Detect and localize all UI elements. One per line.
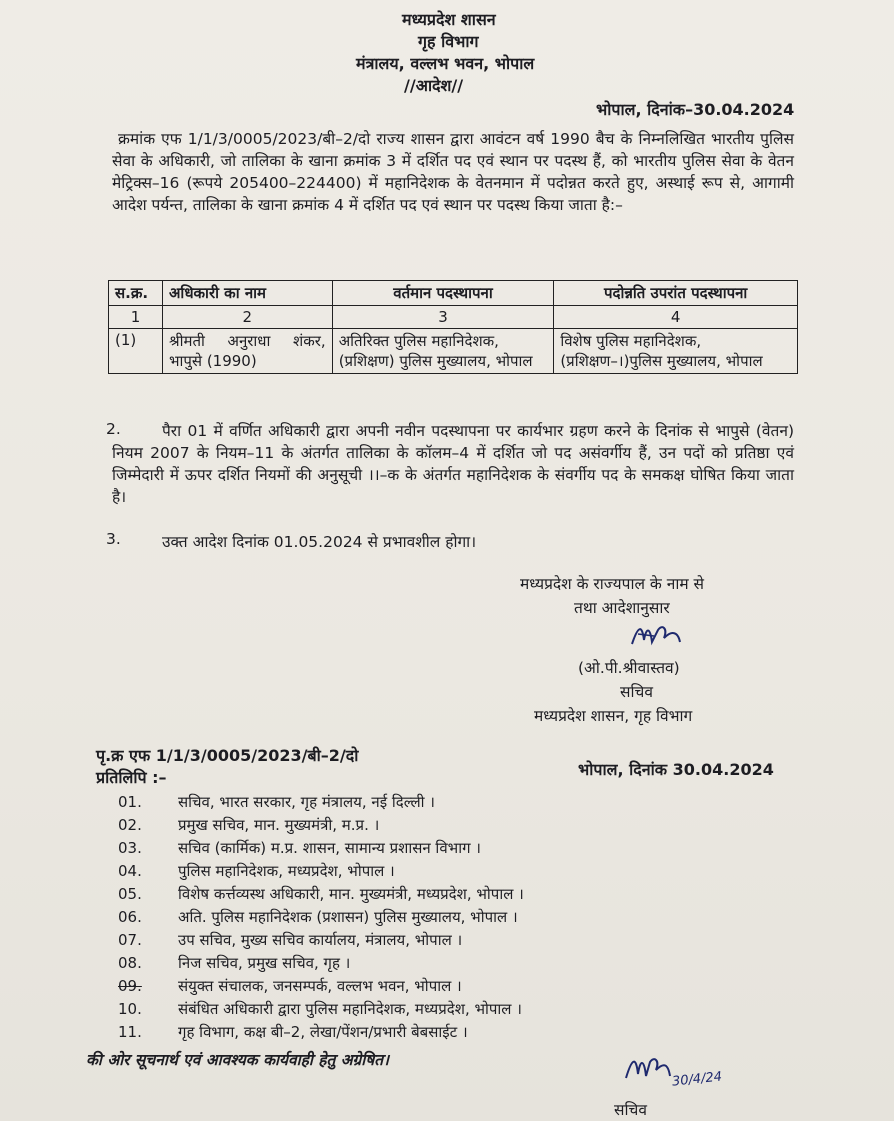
- order-date: भोपाल, दिनांक–30.04.2024: [596, 100, 795, 119]
- paragraph-3-number: 3.: [106, 530, 121, 548]
- handwritten-date: 30/4/24: [671, 1069, 723, 1090]
- signature-scribble: [628, 620, 684, 650]
- paragraph-2-number: 2.: [106, 420, 121, 438]
- list-item: [118, 815, 379, 835]
- endorsement-date: भोपाल, दिनांक 30.04.2024: [578, 760, 774, 779]
- table-number-cell: 3: [332, 306, 554, 329]
- signature-2-title: सचिव: [614, 1101, 647, 1119]
- signatory-department: मध्यप्रदेश शासन, गृह विभाग: [534, 707, 693, 725]
- list-item-text: उप सचिव, मुख्य सचिव कार्यालय, मंत्रालय, भोपाल ।: [178, 931, 463, 949]
- list-item-number: 09.: [118, 977, 142, 995]
- list-item: [118, 930, 462, 950]
- list-item-text: निज सचिव, प्रमुख सचिव, गृह ।: [178, 954, 351, 972]
- list-item: [118, 976, 462, 996]
- signatory-name: (ओ.पी.श्रीवास्तव): [578, 659, 680, 677]
- signature-scribble: [622, 1050, 672, 1084]
- table-cell-new-posting: विशेष पुलिस महानिदेशक, (प्रशिक्षण–।)पुलिस मुख्यालय, भोपाल: [554, 329, 798, 374]
- signature-authority-line: मध्यप्रदेश के राज्यपाल के नाम से: [520, 575, 705, 593]
- list-item-text: संयुक्त संचालक, जनसम्पर्क, वल्लभ भवन, भोपाल ।: [178, 977, 462, 995]
- list-item-text: गृह विभाग, कक्ष बी–2, लेखा/पेंशन/प्रभारी बेबसाईट ।: [178, 1023, 468, 1041]
- list-item-text: संबंधित अधिकारी द्वारा पुलिस महानिदेशक, मध्यप्रदेश, भोपाल ।: [178, 1000, 522, 1018]
- table-cell-officer: श्रीमती अनुराधा शंकर, भापुसे (1990): [162, 329, 332, 374]
- table-row: [109, 329, 798, 374]
- header-address: मंत्रालय, वल्लभ भवन, भोपाल: [356, 54, 535, 73]
- paragraph-1: [112, 128, 794, 216]
- table-number-cell: 1: [109, 306, 163, 329]
- list-item: [118, 884, 524, 904]
- signature-order-line: तथा आदेशानुसार: [574, 599, 670, 617]
- list-item-number: 04.: [118, 862, 142, 880]
- list-item-text: विशेष कर्त्तव्यस्थ अधिकारी, मान. मुख्यमंत्री, मध्यप्रदेश, भोपाल ।: [178, 885, 524, 903]
- closing-line: की ओर सूचनार्थ एवं आवश्यक कार्यवाही हेतु अग्रेषित।: [86, 1051, 389, 1069]
- list-item-text: सचिव, भारत सरकार, गृह मंत्रालय, नई दिल्ली ।: [178, 793, 435, 811]
- list-item-number: 10.: [118, 1000, 142, 1018]
- paragraph-1-text: क्रमांक एफ 1/1/3/0005/2023/बी–2/दो राज्य शासन द्वारा आवंटन वर्ष 1990 बैच के निम्नलिखित भारतीय पुलिस सेवा के अधिकारी, जो तालिका के खाना क्रमांक 3 में दर्शित पद एवं स्थान पर पदस्थ हैं, को भारतीय पुलिस सेवा के वेतन मेट्रिक्स–16 (रूपये 205400–224400) में महानिदेशक के वेतनमान में पदोन्नत करते हुए, अस्थाई रूप से, आगामी आदेश पर्यन्त, तालिका के खाना क्रमांक 4 में दर्शित पद एवं स्थान पर पदस्थ किया जाता है:–: [112, 130, 794, 214]
- list-item: [118, 861, 395, 881]
- list-item-number: 07.: [118, 931, 142, 949]
- paragraph-3-text: उक्त आदेश दिनांक 01.05.2024 से प्रभावशील होगा।: [162, 533, 477, 551]
- table-header-cell: पदोन्नति उपरांत पदस्थापना: [554, 281, 798, 306]
- table-number-row: [109, 306, 798, 329]
- list-item-text: अति. पुलिस महानिदेशक (प्रशासन) पुलिस मुख्यालय, भोपाल ।: [178, 908, 518, 926]
- paragraph-2: [112, 420, 794, 508]
- list-item-text: सचिव (कार्मिक) म.प्र. शासन, सामान्य प्रशासन विभाग ।: [178, 839, 481, 857]
- table-header-cell: वर्तमान पदस्थापना: [332, 281, 554, 306]
- list-item: [118, 953, 350, 973]
- table-header-cell: अधिकारी का नाम: [162, 281, 332, 306]
- list-item: [118, 838, 481, 858]
- list-item: [118, 792, 435, 812]
- list-item-text: प्रमुख सचिव, मान. मुख्यमंत्री, म.प्र. ।: [178, 816, 380, 834]
- signatory-title: सचिव: [620, 683, 653, 701]
- list-item-number: 01.: [118, 793, 142, 811]
- list-item-number: 11.: [118, 1023, 142, 1041]
- header-department: गृह विभाग: [418, 32, 479, 51]
- table-number-cell: 4: [554, 306, 798, 329]
- list-item-text: पुलिस महानिदेशक, मध्यप्रदेश, भोपाल ।: [178, 862, 395, 880]
- table-cell-serial: (1): [109, 329, 163, 374]
- list-item-number: 02.: [118, 816, 142, 834]
- table-header-row: [109, 281, 798, 306]
- paragraph-2-text: पैरा 01 में वर्णित अधिकारी द्वारा अपनी नवीन पदस्थापना पर कार्यभार ग्रहण करने के दिनांक से भापुसे (वेतन) नियम 2007 के नियम–11 के अंतर्गत तालिका के कॉलम–4 में दर्शित जो पद असंवर्गीय हैं, उन पदों को प्रतिष्ठा एवं जिम्मेदारी में ऊपर दर्शित नियमों की अनुसूची ।।–क के अंतर्गत महानिदेशक के संवर्गीय पद के समकक्ष घोषित किया जाता है।: [112, 422, 794, 506]
- list-item: [118, 1022, 468, 1042]
- copy-label: प्रतिलिपि :–: [96, 768, 167, 787]
- list-item-number: 05.: [118, 885, 142, 903]
- list-item: [118, 999, 522, 1019]
- table-cell-current-posting: अतिरिक्त पुलिस महानिदेशक, (प्रशिक्षण) पुलिस मुख्यालय, भोपाल: [332, 329, 554, 374]
- list-item-number: 06.: [118, 908, 142, 926]
- posting-table: [108, 280, 798, 374]
- endorsement-reference: पृ.क्र एफ 1/1/3/0005/2023/बी–2/दो: [96, 746, 359, 765]
- table-number-cell: 2: [162, 306, 332, 329]
- list-item-number: 03.: [118, 839, 142, 857]
- list-item-number: 08.: [118, 954, 142, 972]
- table-header-cell: स.क्र.: [109, 281, 163, 306]
- header-order-title: //आदेश//: [404, 76, 464, 95]
- header-state: मध्यप्रदेश शासन: [402, 10, 496, 29]
- list-item: [118, 907, 518, 927]
